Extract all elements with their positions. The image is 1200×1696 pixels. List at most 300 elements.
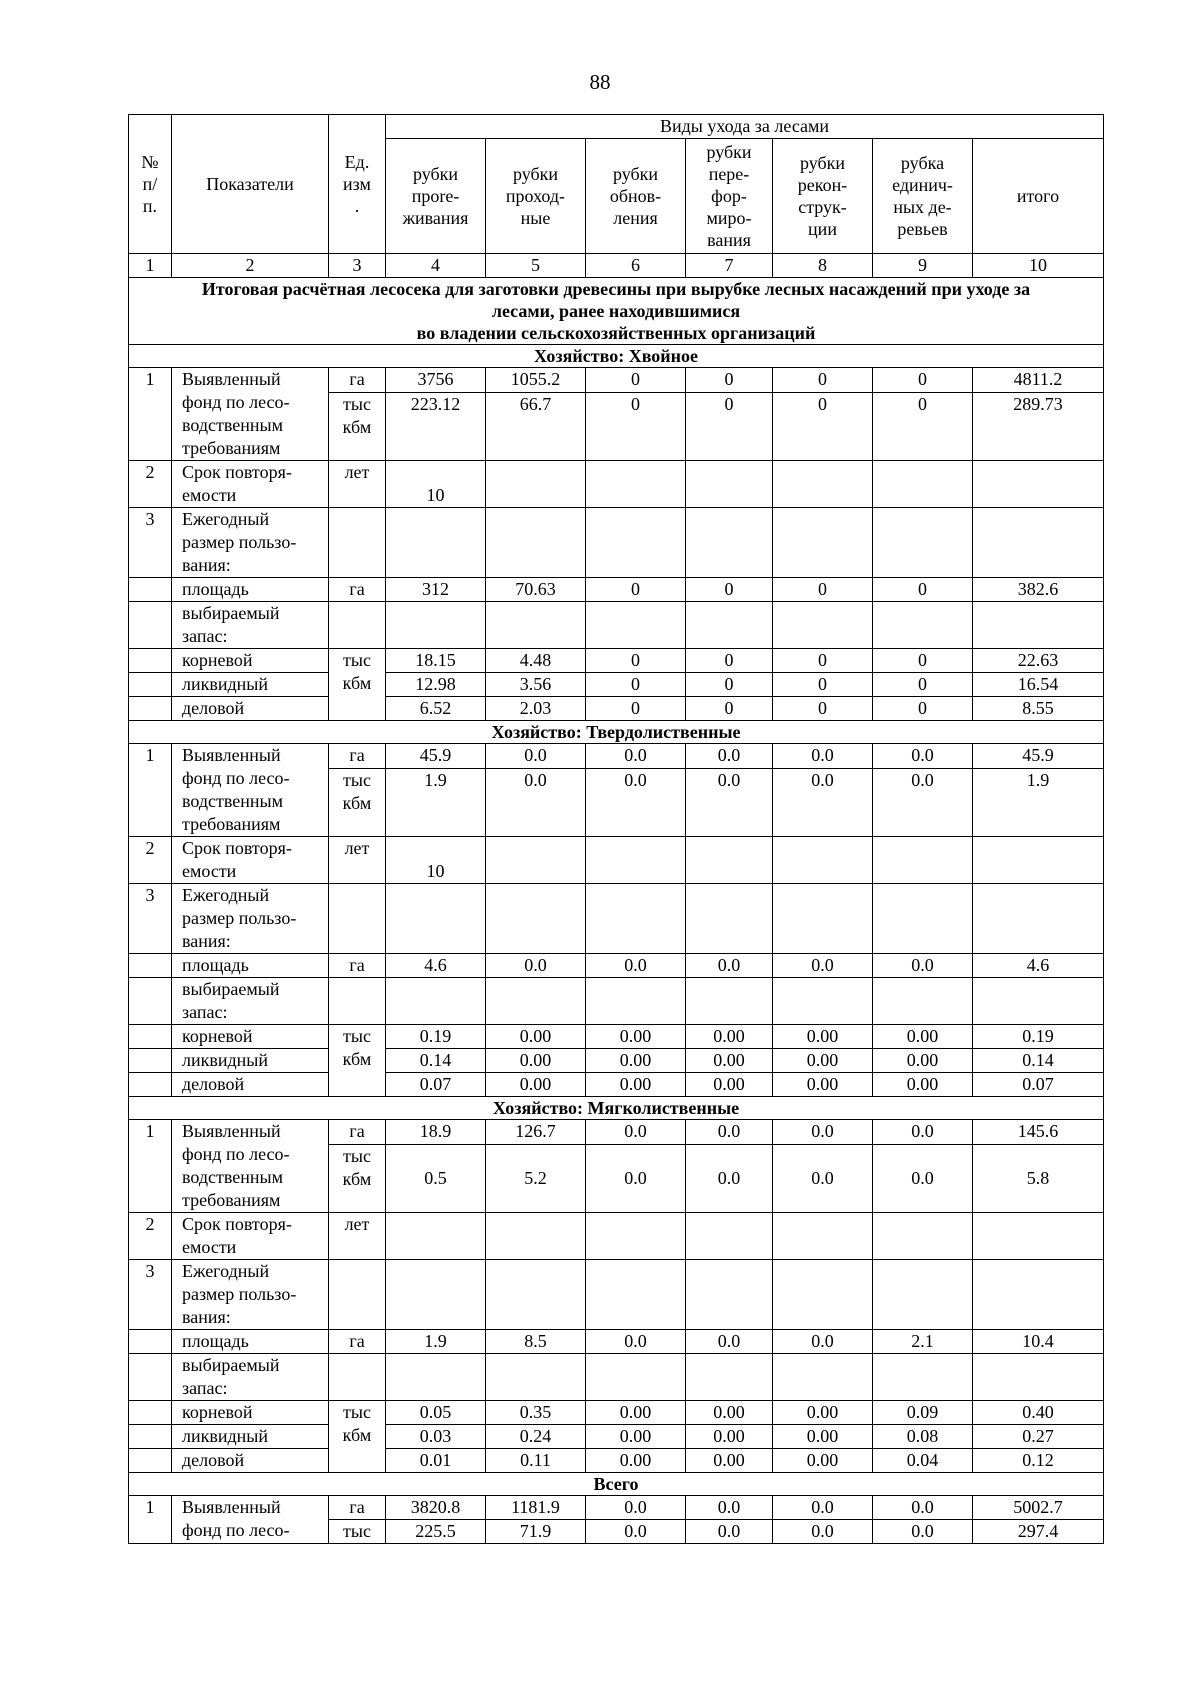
column-number: 4 xyxy=(386,254,486,278)
table-row xyxy=(129,1025,1104,1049)
cell-line: рубки xyxy=(706,142,752,162)
value-cell: 0 xyxy=(873,649,973,673)
empty-cell xyxy=(486,1354,586,1401)
value-cell: 0.0 xyxy=(586,744,686,769)
value-cell: 0.00 xyxy=(873,1073,973,1097)
value-cell: 0.0 xyxy=(586,1520,686,1544)
cell-line: . xyxy=(354,196,360,216)
cell-line: ции xyxy=(808,219,837,239)
label-area: площадь xyxy=(172,1330,329,1354)
unit-cell: га xyxy=(329,578,386,602)
value-cell: 0 xyxy=(773,673,873,697)
label-fund xyxy=(172,1496,329,1544)
column-number: 1 xyxy=(129,254,172,278)
empty-cell xyxy=(686,978,773,1025)
label-stock xyxy=(172,1354,329,1401)
value-cell: 0.0 xyxy=(873,744,973,769)
value-cell: 0 xyxy=(686,392,773,460)
table-row xyxy=(129,1425,1104,1449)
empty-cell xyxy=(386,508,486,578)
empty-cell xyxy=(873,978,973,1025)
table-row xyxy=(129,345,1104,368)
empty-cell xyxy=(873,508,973,578)
table-row xyxy=(129,744,1104,769)
value-cell: 71.9 xyxy=(486,1520,586,1544)
column-number: 6 xyxy=(586,254,686,278)
value-cell: 1.9 xyxy=(973,768,1104,836)
table-row xyxy=(129,954,1104,978)
row-number: 3 xyxy=(129,884,172,954)
empty-cell xyxy=(973,1213,1104,1260)
value-cell: 0.04 xyxy=(873,1449,973,1473)
value-cell: 0.00 xyxy=(873,1025,973,1049)
empty-cell xyxy=(773,461,873,508)
label-stock xyxy=(172,602,329,649)
value-cell: 1181.9 xyxy=(486,1496,586,1520)
page-number: 88 xyxy=(589,70,611,94)
cell-line: во владении сельскохозяйственных организаций xyxy=(416,323,816,343)
value-cell: 12.98 xyxy=(386,673,486,697)
value-cell: 0.19 xyxy=(973,1025,1104,1049)
label-business: деловой xyxy=(172,697,329,721)
table-row xyxy=(129,1213,1104,1260)
empty-cell xyxy=(129,1449,172,1473)
label-fund xyxy=(172,1120,329,1213)
value-cell: 0.0 xyxy=(686,1330,773,1354)
value-cell: 0.00 xyxy=(686,1025,773,1049)
label-liquid: ликвидный xyxy=(172,1425,329,1449)
value-cell: 1.9 xyxy=(386,1330,486,1354)
row-number: 1 xyxy=(129,744,172,837)
table-row xyxy=(129,837,1104,884)
label-liquid: ликвидный xyxy=(172,673,329,697)
cell-line: ные xyxy=(520,208,551,228)
value-cell: 0.0 xyxy=(773,1144,873,1212)
table-row xyxy=(129,368,1104,393)
empty-cell xyxy=(973,978,1104,1025)
value-cell: 0.05 xyxy=(386,1401,486,1425)
value-cell: 1.9 xyxy=(386,768,486,836)
table-row xyxy=(129,1120,1104,1145)
empty-cell xyxy=(586,884,686,954)
value-cell: 0.0 xyxy=(773,1520,873,1544)
value-cell: 0.07 xyxy=(386,1073,486,1097)
value-cell: 0 xyxy=(686,649,773,673)
empty-cell xyxy=(873,1260,973,1330)
value-cell: 0.0 xyxy=(686,1496,773,1520)
value-cell: 3756 xyxy=(386,368,486,393)
table-row xyxy=(129,1401,1104,1425)
value-cell: 0.40 xyxy=(973,1401,1104,1425)
value-cell: 0 xyxy=(686,368,773,393)
cell-line: выбираемый xyxy=(182,1355,280,1375)
value-cell: 0 xyxy=(873,368,973,393)
value-cell: 66.7 xyxy=(486,392,586,460)
cell-line: п. xyxy=(142,196,158,216)
value-cell: 225.5 xyxy=(386,1520,486,1544)
label-annual xyxy=(172,1260,329,1330)
empty-cell xyxy=(586,1354,686,1401)
empty-cell xyxy=(773,837,873,884)
unit-cell: лет xyxy=(329,461,386,508)
value-cell: 0.0 xyxy=(873,1520,973,1544)
value-cell: 2.03 xyxy=(486,697,586,721)
value-cell: 0.0 xyxy=(586,1120,686,1145)
table-row xyxy=(129,1449,1104,1473)
row-number: 1 xyxy=(129,368,172,461)
label-annual xyxy=(172,508,329,578)
value-cell: 45.9 xyxy=(973,744,1104,769)
value-cell: 5.2 xyxy=(486,1144,586,1212)
empty-cell xyxy=(386,602,486,649)
label-liquid: ликвидный xyxy=(172,1049,329,1073)
value-cell: 4.6 xyxy=(973,954,1104,978)
label-period xyxy=(172,1213,329,1260)
table-row xyxy=(129,115,1104,139)
value-cell: 0.00 xyxy=(773,1025,873,1049)
value-cell: 0 xyxy=(773,649,873,673)
cell-line: Выявленный xyxy=(182,1121,281,1141)
value-cell: 0.00 xyxy=(686,1073,773,1097)
cell-line: требованиям xyxy=(182,438,281,458)
value-cell: 16.54 xyxy=(973,673,1104,697)
value-cell: 5.8 xyxy=(973,1144,1104,1212)
value-cell: 0.0 xyxy=(486,744,586,769)
cell-line: рубки xyxy=(612,164,659,184)
allowable-cut-table xyxy=(128,114,1104,1544)
value-cell: 0.0 xyxy=(586,1496,686,1520)
unit-cell xyxy=(329,392,386,460)
value-cell: 0.03 xyxy=(386,1425,486,1449)
empty-cell xyxy=(873,837,973,884)
empty-cell xyxy=(973,1260,1104,1330)
empty-cell xyxy=(873,1354,973,1401)
table-row xyxy=(129,1260,1104,1330)
value-cell: 0.0 xyxy=(686,768,773,836)
value-cell: 0 xyxy=(873,578,973,602)
value-cell: 0 xyxy=(586,673,686,697)
value-cell: 0 xyxy=(773,392,873,460)
empty-cell xyxy=(773,1260,873,1330)
empty-cell xyxy=(386,1260,486,1330)
value-cell: 0 xyxy=(586,649,686,673)
value-cell: 0.09 xyxy=(873,1401,973,1425)
empty-cell xyxy=(329,1354,386,1401)
cell-line: Срок повторя- xyxy=(182,1214,292,1234)
cell-line: обнов- xyxy=(609,186,662,206)
value-cell: 0.00 xyxy=(586,1449,686,1473)
value-cell: 0.0 xyxy=(773,954,873,978)
empty-cell xyxy=(129,578,172,602)
cell-line: вания xyxy=(707,230,751,250)
cell-line: Ежегодный xyxy=(182,885,270,905)
value-cell: 0.00 xyxy=(773,1049,873,1073)
empty-cell xyxy=(486,461,586,508)
value-cell: 0.0 xyxy=(686,1520,773,1544)
empty-cell xyxy=(129,1049,172,1073)
value-cell: 0.14 xyxy=(973,1049,1104,1073)
empty-cell xyxy=(773,1354,873,1401)
cell-line: Срок повторя- xyxy=(182,462,292,482)
empty-cell xyxy=(586,978,686,1025)
unit-cell: га xyxy=(329,744,386,769)
empty-cell xyxy=(586,1213,686,1260)
empty-cell xyxy=(129,1425,172,1449)
header-thinning xyxy=(386,139,486,254)
unit-cell xyxy=(329,1025,386,1097)
empty-cell xyxy=(329,978,386,1025)
cell-line: ных де- xyxy=(893,197,952,217)
empty-cell xyxy=(486,1213,586,1260)
row-number: 3 xyxy=(129,1260,172,1330)
cell-line: рубки xyxy=(799,153,846,173)
cell-line: миро- xyxy=(706,208,752,228)
cell-line: вания: xyxy=(182,931,231,951)
value-cell: 4.48 xyxy=(486,649,586,673)
value-cell: 0.0 xyxy=(586,1144,686,1212)
cell-line: вания: xyxy=(182,1307,231,1327)
cell-line: прore- xyxy=(411,186,460,206)
value-cell: 0 xyxy=(773,697,873,721)
cell-line: Ежегодный xyxy=(182,1261,270,1281)
empty-cell xyxy=(973,508,1104,578)
value-cell: 0.0 xyxy=(773,768,873,836)
cell-line: ления xyxy=(613,208,658,228)
value-cell: 0.12 xyxy=(973,1449,1104,1473)
cell-line: Итоговая расчётная лесосека для заготовки древесины при вырубке лесных насаждений при уходе за xyxy=(201,279,1031,299)
empty-cell xyxy=(686,1213,773,1260)
cell-line: размер пользо- xyxy=(182,908,297,928)
empty-cell xyxy=(586,837,686,884)
empty-cell xyxy=(486,884,586,954)
cell-line: ревьев xyxy=(897,219,948,239)
row-number: 3 xyxy=(129,508,172,578)
cell-line: пере- xyxy=(708,164,750,184)
cell-line: выбираемый xyxy=(182,603,280,623)
value-cell: 0.00 xyxy=(586,1025,686,1049)
value-cell: 0 xyxy=(586,578,686,602)
cell-line: Срок повторя- xyxy=(182,838,292,858)
value-cell: 8.55 xyxy=(973,697,1104,721)
empty-cell xyxy=(973,602,1104,649)
cell-line: живания xyxy=(402,208,469,228)
empty-cell xyxy=(129,1354,172,1401)
value-cell: 0.07 xyxy=(973,1073,1104,1097)
header-care-types: Виды ухода за лесами xyxy=(386,115,1104,139)
cell-line: Выявленный xyxy=(182,745,281,765)
value-cell: 0.0 xyxy=(873,954,973,978)
value-cell: 0.0 xyxy=(873,1120,973,1145)
empty-cell xyxy=(129,1073,172,1097)
column-number: 5 xyxy=(486,254,586,278)
header-renewal xyxy=(586,139,686,254)
column-number: 7 xyxy=(686,254,773,278)
cell-line: тыс xyxy=(343,650,371,670)
table-row xyxy=(129,721,1104,744)
value-cell: 0.00 xyxy=(586,1425,686,1449)
value-cell: 0.0 xyxy=(873,1144,973,1212)
value-cell: 0.00 xyxy=(773,1401,873,1425)
header-total: итого xyxy=(973,139,1104,254)
value-cell: 0.35 xyxy=(486,1401,586,1425)
cell-line: рубка xyxy=(900,153,945,173)
empty-cell xyxy=(873,461,973,508)
value-cell: 0.27 xyxy=(973,1425,1104,1449)
empty-cell xyxy=(686,461,773,508)
empty-cell xyxy=(773,508,873,578)
cell-line: фонд по лесо- xyxy=(182,1144,290,1164)
label-area: площадь xyxy=(172,954,329,978)
empty-cell xyxy=(486,837,586,884)
cell-line: водственным xyxy=(182,1167,284,1187)
value-cell: 6.52 xyxy=(386,697,486,721)
cell-line: Ежегодный xyxy=(182,509,270,529)
cell-line: Выявленный xyxy=(182,1497,281,1517)
cell-line: кбм xyxy=(342,1425,372,1445)
empty-cell xyxy=(386,978,486,1025)
empty-cell xyxy=(586,602,686,649)
value-cell: 45.9 xyxy=(386,744,486,769)
value-cell: 0.00 xyxy=(773,1073,873,1097)
value-cell: 0.5 xyxy=(386,1144,486,1212)
value-cell: 223.12 xyxy=(386,392,486,460)
value-cell: 312 xyxy=(386,578,486,602)
unit-cell: га xyxy=(329,954,386,978)
empty-cell xyxy=(873,602,973,649)
cell-line: изм xyxy=(343,174,371,194)
value-cell: 0.00 xyxy=(686,1449,773,1473)
value-cell: 0.0 xyxy=(773,1120,873,1145)
label-fund xyxy=(172,744,329,837)
header-reformation xyxy=(686,139,773,254)
empty-cell xyxy=(486,978,586,1025)
unit-cell xyxy=(329,768,386,836)
cell-line: емости xyxy=(182,1237,237,1257)
value-cell: 0.00 xyxy=(486,1073,586,1097)
value-cell: 0.00 xyxy=(486,1049,586,1073)
label-business: деловой xyxy=(172,1449,329,1473)
label-period xyxy=(172,461,329,508)
value-cell: 0.0 xyxy=(873,1496,973,1520)
row-number: 2 xyxy=(129,461,172,508)
section-title: Хозяйство: Мягколиственные xyxy=(129,1097,1104,1120)
value-cell: 70.63 xyxy=(486,578,586,602)
empty-cell xyxy=(329,1260,386,1330)
unit-cell: га xyxy=(329,1496,386,1520)
section-title: Хозяйство: Хвойное xyxy=(129,345,1104,368)
cell-line: требованиям xyxy=(182,814,281,834)
header-unit xyxy=(329,115,386,254)
unit-cell: га xyxy=(329,368,386,393)
cell-line: тыс xyxy=(343,1026,371,1046)
value-cell: 0.00 xyxy=(773,1425,873,1449)
cell-line: размер пользо- xyxy=(182,532,297,552)
cell-line: кбм xyxy=(342,792,372,813)
column-number: 3 xyxy=(329,254,386,278)
value-cell: 0.00 xyxy=(586,1049,686,1073)
cell-line: емости xyxy=(182,485,237,505)
value-cell: 2.1 xyxy=(873,1330,973,1354)
label-annual xyxy=(172,884,329,954)
cell-line: п/ xyxy=(142,174,158,194)
label-root: корневой xyxy=(172,649,329,673)
value-cell: 0.0 xyxy=(773,744,873,769)
empty-cell xyxy=(586,508,686,578)
section-title: Хозяйство: Твердолиственные xyxy=(129,721,1104,744)
value-cell: 22.63 xyxy=(973,649,1104,673)
cell-line: рубки xyxy=(512,164,559,184)
empty-cell xyxy=(329,602,386,649)
value-cell: 0.00 xyxy=(486,1025,586,1049)
value-cell: 18.9 xyxy=(386,1120,486,1145)
empty-cell xyxy=(686,837,773,884)
empty-cell xyxy=(129,954,172,978)
cell-line: проход- xyxy=(505,186,566,206)
value-cell: 0.0 xyxy=(686,1144,773,1212)
cell-line: лесами, ранее находившимися xyxy=(491,301,741,321)
value-cell: 0 xyxy=(873,697,973,721)
label-period xyxy=(172,837,329,884)
empty-cell xyxy=(129,649,172,673)
value-cell: 382.6 xyxy=(973,578,1104,602)
cell-line: кбм xyxy=(342,1049,372,1069)
cell-line: запас: xyxy=(182,626,228,646)
table-row xyxy=(129,649,1104,673)
header-number xyxy=(129,115,172,254)
table-row xyxy=(129,1049,1104,1073)
empty-cell xyxy=(129,673,172,697)
cell-line: единич- xyxy=(892,175,953,195)
empty-cell xyxy=(129,602,172,649)
table-row xyxy=(129,1330,1104,1354)
value-cell: 0 xyxy=(586,392,686,460)
total-title: Всего xyxy=(129,1473,1104,1496)
label-root: корневой xyxy=(172,1401,329,1425)
cell-line: фор- xyxy=(711,186,747,206)
cell-line: фонд по лесо- xyxy=(182,392,290,412)
value-cell: 0.0 xyxy=(486,954,586,978)
table-row xyxy=(129,978,1104,1025)
header-indicator: Показатели xyxy=(172,115,329,254)
value-cell: 0.19 xyxy=(386,1025,486,1049)
empty-cell xyxy=(686,1354,773,1401)
value-cell xyxy=(386,1213,486,1260)
empty-cell xyxy=(586,1260,686,1330)
value-cell: 0.14 xyxy=(386,1049,486,1073)
value-cell: 0.0 xyxy=(586,768,686,836)
value-cell: 0 xyxy=(586,368,686,393)
value-cell: 8.5 xyxy=(486,1330,586,1354)
row-number: 1 xyxy=(129,1496,172,1544)
column-number: 9 xyxy=(873,254,973,278)
cell-line: запас: xyxy=(182,1002,228,1022)
empty-cell xyxy=(773,602,873,649)
value-cell: 0.0 xyxy=(686,954,773,978)
empty-cell xyxy=(586,461,686,508)
cell-line: Ед. xyxy=(344,152,370,172)
cell-line: кбм xyxy=(342,1168,372,1189)
value-cell: 0.00 xyxy=(773,1449,873,1473)
label-area: площадь xyxy=(172,578,329,602)
table-row xyxy=(129,1496,1104,1520)
empty-cell xyxy=(386,1354,486,1401)
value-cell: 4.6 xyxy=(386,954,486,978)
column-number: 2 xyxy=(172,254,329,278)
unit-cell xyxy=(329,649,386,721)
value-cell: 5002.7 xyxy=(973,1496,1104,1520)
unit-cell: тыс xyxy=(329,1520,386,1544)
header-single-trees xyxy=(873,139,973,254)
